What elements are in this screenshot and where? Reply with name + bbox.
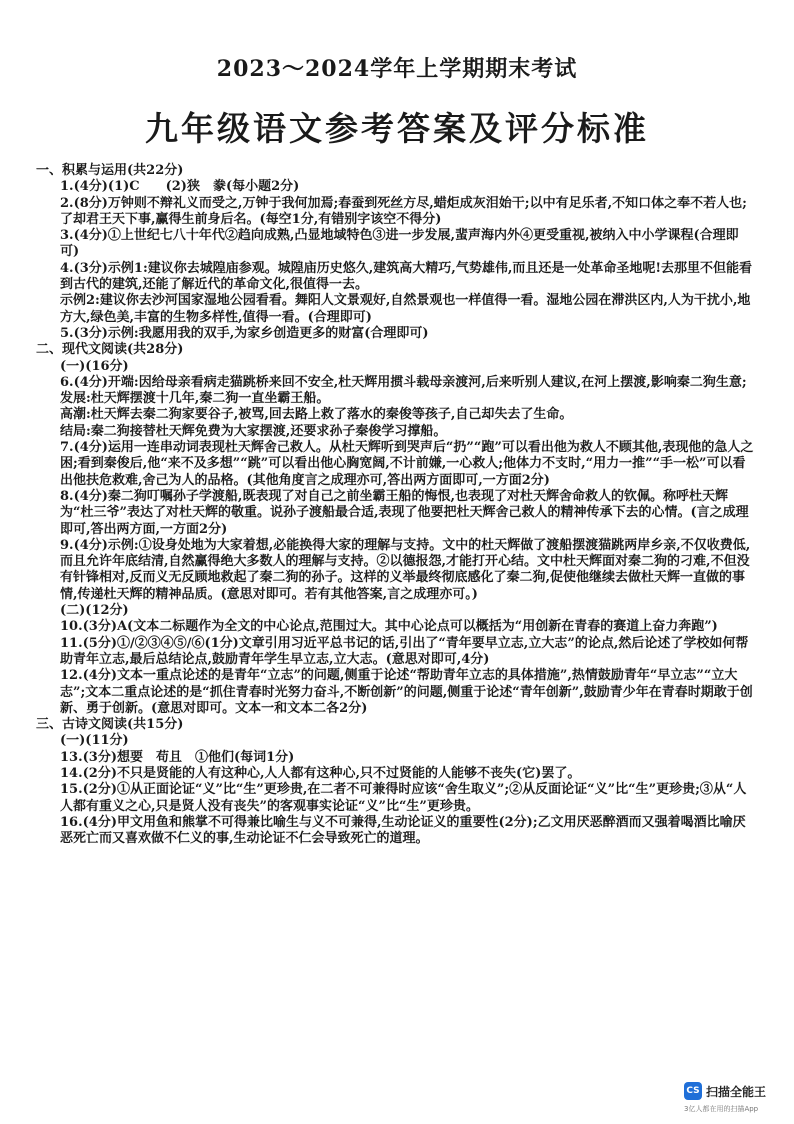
section-heading: 二、现代文阅读(共28分) [36, 342, 184, 358]
answer-line: 9.(4分)示例:①设身处地为大家着想,必能换得大家的理解与支持。文中的杜天辉做了渡船摆渡猫跳两岸乡亲,不仅收费低,而且允许年底结清,自然赢得绝大多数人的理解与支持。②以德报怨,才能打开心结。文中杜天辉面对秦二狗的刁难,不但没有针锋相对,反而义无反顾地救起了秦二狗的孙子。这样的义举最终彻底感化了秦二狗,促使他继续去做杜天辉一直做的事情,传递杜天辉的精神品质。(意思对即可。若有其他答案,言之成理亦可。) [60, 537, 751, 602]
answer-line: 发展:杜天辉摆渡十几年,秦二狗一直坐霸王船。 [60, 391, 330, 407]
answer-line: 4.(3分)示例1:建议你去城隍庙参观。城隍庙历史悠久,建筑高大精巧,气势雄伟,而且还是一处革命圣地呢!去那里不但能看到古代的建筑,还能了解近代的革命文化,很值得一去。 [60, 260, 753, 293]
answer-line: 1.(4分)(1)C (2)狭 豢(每小题2分) [60, 179, 300, 195]
scanner-watermark [684, 1082, 776, 1118]
answer-line: 6.(4分)开端:因给母亲看病走猫跳桥来回不安全,杜天辉用掼斗载母亲渡河,后来听别人建议,在河上摆渡,影响秦二狗生意; [60, 374, 747, 390]
answer-line: 14.(2分)不只是贤能的人有这种心,人人都有这种心,只不过贤能的人能够不丧失(它)罢了。 [60, 765, 581, 781]
exam-title: 2023～2024学年上学期期末考试 [216, 56, 578, 82]
answer-content [38, 163, 754, 847]
answer-line: 11.(5分)①/②③④⑤/⑥(1分)文章引用习近平总书记的话,引出了“青年要早立志,立大志”的论点,然后论述了学校如何帮助青年立志,最后总结论点,鼓励青年学生早立志,立大志。(意思对即可,4分) [60, 635, 749, 667]
camscanner-logo-icon: CS [684, 1082, 702, 1100]
answer-line: 12.(4分)文本一重点论述的是青年“立志”的问题,侧重于论述“帮助青年立志的具体措施”,热情鼓励青年“早立志”“立大志”;文本二重点论述的是“抓住青春时光努力奋斗,不断创新”的问题,侧重于论述“青年创新”,鼓励青少年在青春时期敢于创新、勇于创新。(意思对即可。文本一和文本二各2分) [60, 668, 753, 716]
document-title: 九年级语文参考答案及评分标准 [145, 109, 649, 148]
answer-line: 3.(4分)①上世纪七八十年代②趋向成熟,凸显地域特色③进一步发展,蜚声海内外④更受重视,被纳入中小学课程(合理即可) [60, 228, 739, 260]
watermark-app-name: 扫描全能王 [706, 1085, 767, 1099]
answer-line: 结局:秦二狗接替杜天辉免费为大家摆渡,还要求孙子秦俊学习撑船。 [60, 423, 447, 439]
answer-line: 16.(4分)甲文用鱼和熊掌不可得兼比喻生与义不可兼得,生动论证义的重要性(2分);乙文用厌恶醉酒而又强着喝酒比喻厌恶死亡而又喜欢做不仁义的事,生动论证不仁会导致死亡的道理。 [60, 814, 746, 847]
answer-line: 10.(3分)A(文本二标题作为全文的中心论点,范围过大。其中心论点可以概括为“用创新在青春的赛道上奋力奔跑”) [60, 619, 718, 635]
answer-line: 高潮:杜天辉去秦二狗家要谷子,被骂,回去路上救了落水的秦俊等孩子,自己却失去了生命。 [60, 407, 573, 423]
answer-line: 示例2:建议你去沙河国家湿地公园看看。舞阳人文景观好,自然景观也一样值得一看。湿地公园在滞洪区内,人为干扰小,地方大,绿色美,丰富的生物多样性,值得一看。(合理即可) [60, 293, 751, 325]
answer-line: 7.(4分)运用一连串动词表现杜天辉舍己救人。从杜天辉听到哭声后“扔”“跑”可以看出他为救人不顾其他,表现他的急人之困;看到秦俊后,他“来不及多想”“跳”可以看出他心胸宽阔,不计前嫌,一心救人;他体力不支时,“用力一推”“手一松”可以看出他扶危救难,舍己为人的品格。(其他角度言之成理亦可,答出两方面即可,一方面2分) [60, 440, 754, 488]
subsection-heading: (一)(11分) [60, 733, 129, 749]
section-heading: 一、积累与运用(共22分) [36, 163, 184, 178]
answer-line: 2.(8分)万钟则不辩礼义而受之,万钟于我何加焉;春蚕到死丝方尽,蜡炬成灰泪始干;以中有足乐者,不知口体之奉不若人也;了却君王天下事,赢得生前身后名。(每空1分,有错别字该空不得分) [60, 195, 747, 227]
answer-line: 13.(3分)想要 苟且 ①他们(每词1分) [60, 749, 295, 765]
watermark-tagline: 3亿人都在用的扫描App [684, 1105, 759, 1113]
answer-line: 5.(3分)示例:我愿用我的双手,为家乡创造更多的财富(合理即可) [60, 325, 429, 341]
subsection-heading: (一)(16分) [60, 358, 129, 374]
answer-line: 8.(4分)秦二狗叮嘱孙子学渡船,既表现了对自己之前坐霸王船的悔恨,也表现了对杜天辉舍命救人的钦佩。称呼杜天辉为“杜三爷”表达了对杜天辉的敬重。说孙子渡船最合适,表现了他要把杜天辉舍己救人的精神传承下去的心情。(言之成理即可,答出两方面,一方面2分) [60, 488, 749, 537]
answer-line: 15.(2分)①从正面论证“义”比“生”更珍贵,在二者不可兼得时应该“舍生取义”;②从反面论证“义”比“生”更珍贵;③从“人人都有重义之心,只是贤人没有丧失”的客观事实论证“义”比“生”更珍贵。 [60, 782, 747, 814]
subsection-heading: (二)(12分) [60, 603, 129, 619]
section-heading: 三、古诗文阅读(共15分) [36, 717, 184, 733]
